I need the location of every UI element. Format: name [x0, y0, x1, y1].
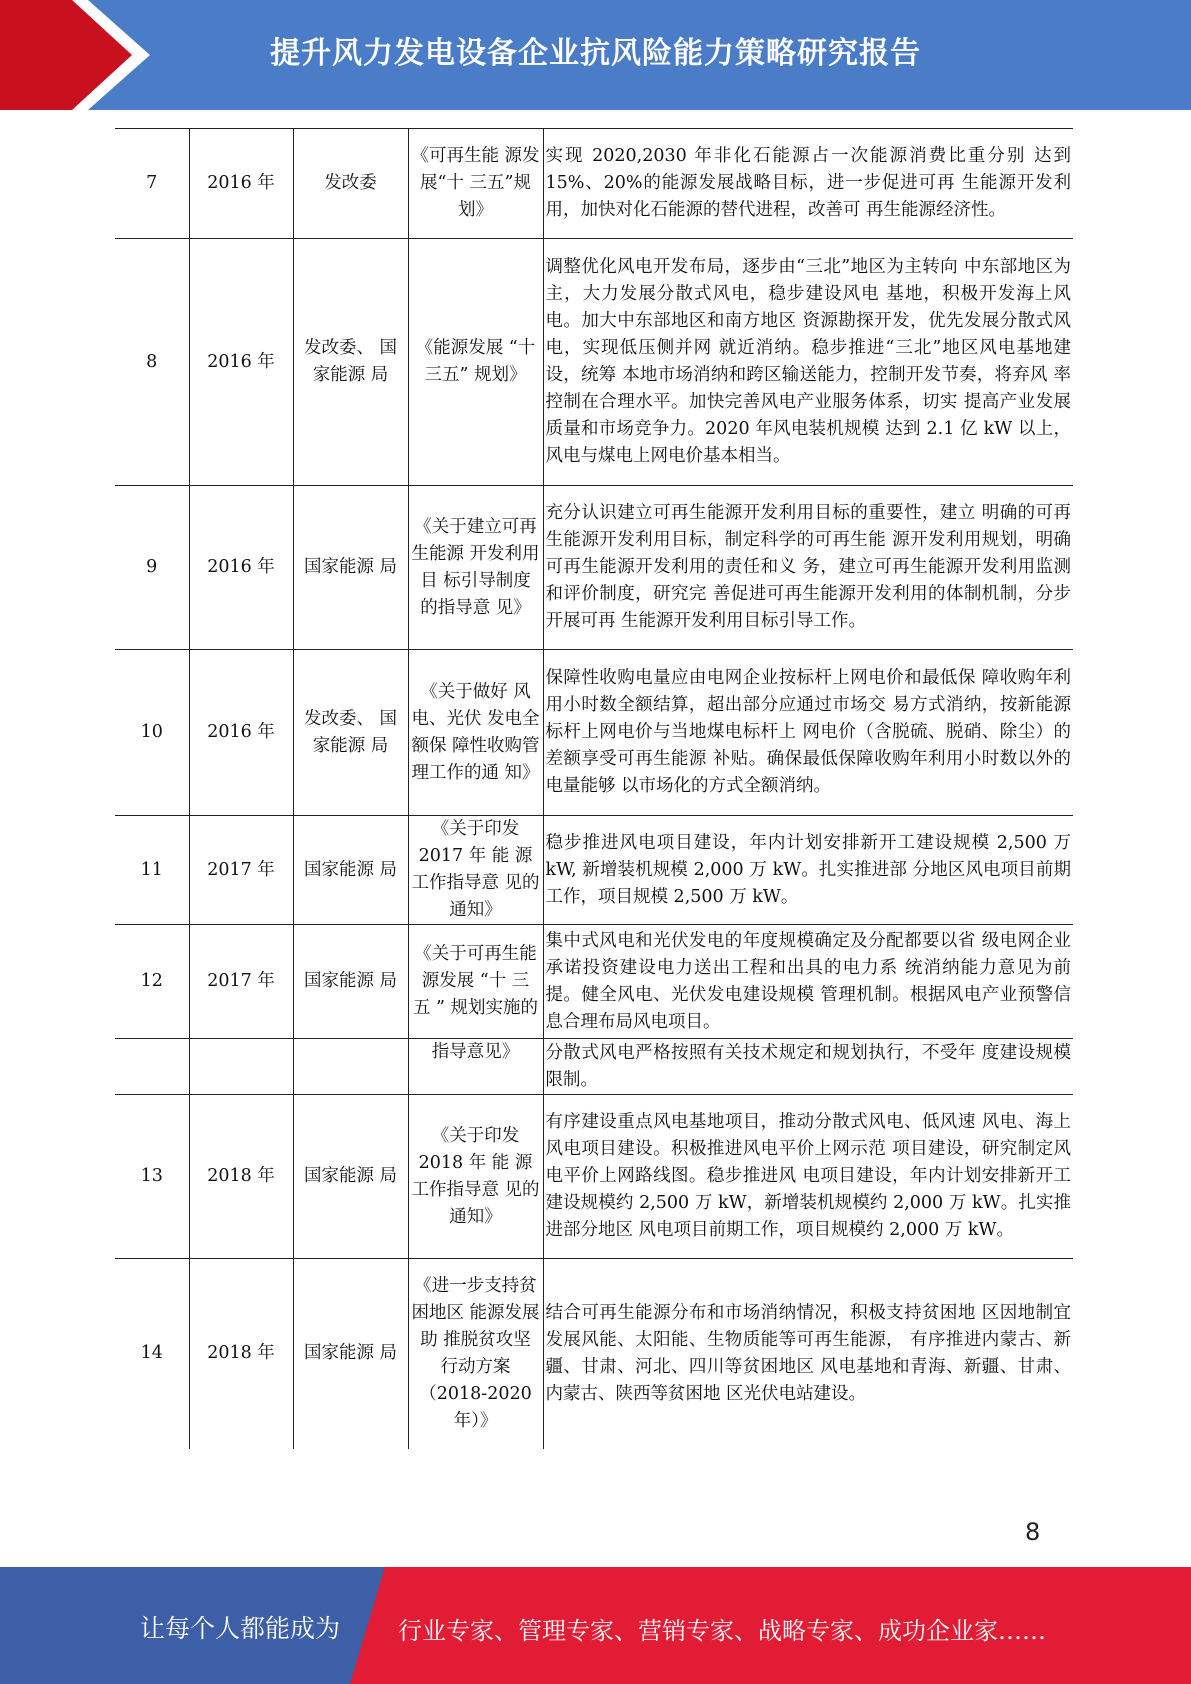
- row-department: 国家能源 局: [293, 486, 408, 650]
- row-content: 结合可再生能源分布和市场消纳情况，积极支持贫困地 区因地制宜发展风能、太阳能、生物质能等可再生能源， 有序推进内蒙古、新疆、甘肃、河北、四川等贫困地区 风电基地和青海、新疆、甘肃、内蒙古、陕西等贫困地 区光伏电站建设。: [543, 1259, 1073, 1449]
- row-year: [189, 1039, 293, 1095]
- row-number: 7: [115, 129, 189, 239]
- row-document: 《关于可再生能源发展 “十 三 五 ” 规划实施的: [408, 925, 543, 1039]
- row-year: 2016 年: [189, 486, 293, 650]
- row-department: 发改委: [293, 129, 408, 239]
- row-document: 《关于印发 2018 年 能 源 工作指导意 见的通知》: [408, 1095, 543, 1259]
- row-content: 实现 2020,2030 年非化石能源占一次能源消费比重分别 达到 15%、20%的能源发展战略目标，进一步促进可再 生能源开发利用，加快对化石能源的替代进程，改善可 再生能源经济性。: [543, 129, 1073, 239]
- row-number: 8: [115, 239, 189, 486]
- row-year: 2016 年: [189, 650, 293, 816]
- footer-slogan-right: 行业专家、管理专家、营销专家、战略专家、成功企业家……: [398, 1617, 1046, 1645]
- row-department: 国家能源 局: [293, 1095, 408, 1259]
- row-content: 调整优化风电开发布局，逐步由“三北”地区为主转向 中东部地区为主，大力发展分散式风电，稳步建设风电 基地，积极开发海上风电。加大中东部地区和南方地区 资源勘探开发，优先发展分散式风电，实现低压侧并网 就近消纳。稳步推进“三北”地区风电基地建设，统筹 本地市场消纳和跨区输送能力，控制开发节奏，将弃风 率控制在合理水平。加快完善风电产业服务体系，切实 提高产业发展质量和市场竞争力。2020 年风电装机规模 达到 2.1 亿 kW 以上，风电与煤电上网电价基本相当。: [543, 239, 1073, 486]
- table-row: [115, 129, 1073, 239]
- row-document: 《关于做好 风电、光伏 发电全额保 障性收购管 理工作的通 知》: [408, 650, 543, 816]
- row-department: 国家能源 局: [293, 816, 408, 925]
- row-content: 保障性收购电量应由电网企业按标杆上网电价和最低保 障收购年利用小时数全额结算，超出部分应通过市场交 易方式消纳，按新能源标杆上网电价与当地煤电标杆上 网电价（含脱硫、脱硝、除尘）的差额享受可再生能源 补贴。确保最低保障收购年利用小时数以外的电量能够 以市场化的方式全额消纳。: [543, 650, 1073, 816]
- row-document: 《关于印发 2017 年 能 源 工作指导意 见的通知》: [408, 816, 543, 925]
- row-year: 2016 年: [189, 239, 293, 486]
- table-row: [115, 816, 1073, 925]
- row-year: 2017 年: [189, 816, 293, 925]
- page-number: 8: [1025, 1518, 1041, 1546]
- row-number: 14: [115, 1259, 189, 1449]
- table-row: [115, 1039, 1073, 1095]
- row-content: 有序建设重点风电基地项目，推动分散式风电、低风速 风电、海上风电项目建设。积极推进风电平价上网示范 项目建设，研究制定风电平价上网路线图。稳步推进风 电项目建设，年内计划安排新开工建设规模约 2,500 万 kW，新增装机规模约 2,000 万 kW。扎实推进部分地区 风电项目前期工作，项目规模约 2,000 万 kW。: [543, 1095, 1073, 1259]
- row-department: 国家能源 局: [293, 1259, 408, 1449]
- page-header: [0, 0, 1191, 110]
- row-year: 2018 年: [189, 1095, 293, 1259]
- row-number: [115, 1039, 189, 1095]
- row-number: 12: [115, 925, 189, 1039]
- row-content: 充分认识建立可再生能源开发利用目标的重要性，建立 明确的可再生能源开发利用目标，制定科学的可再生能 源开发利用规划，明确可再生能源开发利用的责任和义 务，建立可再生能源开发利用监测和评价制度，研究完 善促进可再生能源开发利用的体制机制，分步开展可再 生能源开发利用目标引导工作。: [543, 486, 1073, 650]
- report-title: 提升风力发电设备企业抗风险能力策略研究报告: [270, 36, 921, 71]
- row-department: 发改委、 国家能源 局: [293, 650, 408, 816]
- row-content: 分散式风电严格按照有关技术规定和规划执行，不受年 度建设规模限制。: [543, 1039, 1073, 1095]
- table-row: [115, 1095, 1073, 1259]
- row-number: 10: [115, 650, 189, 816]
- row-department: [293, 1039, 408, 1095]
- row-year: 2016 年: [189, 129, 293, 239]
- row-content: 集中式风电和光伏发电的年度规模确定及分配都要以省 级电网企业承诺投资建设电力送出工程和出具的电力系 统消纳能力意见为前提。健全风电、光伏发电建设规模 管理机制。根据风电产业预警信息合理布局风电项目。: [543, 925, 1073, 1039]
- row-year: 2017 年: [189, 925, 293, 1039]
- table-row: [115, 1259, 1073, 1449]
- row-year: 2018 年: [189, 1259, 293, 1449]
- row-department: 国家能源 局: [293, 925, 408, 1039]
- row-content: 稳步推进风电项目建设，年内计划安排新开工建设规模 2,500 万 kW, 新增装机规模 2,000 万 kW。扎实推进部 分地区风电项目前期工作，项目规模 2,500 万 kW。: [543, 816, 1073, 925]
- row-number: 9: [115, 486, 189, 650]
- row-number: 13: [115, 1095, 189, 1259]
- row-document: 《关于建立可再生能源 开发利用目 标引导制度 的指导意 见》: [408, 486, 543, 650]
- row-document: 《能源发展 “十三五” 规划》: [408, 239, 543, 486]
- row-document: 指导意见》: [408, 1039, 543, 1095]
- table-row: [115, 650, 1073, 816]
- row-document: 《进一步支持贫困地区 能源发展助 推脱贫攻坚 行动方案（2018-2020 年）》: [408, 1259, 543, 1449]
- footer-slogan-left: 让每个人都能成为: [140, 1614, 341, 1643]
- table-row: [115, 925, 1073, 1039]
- row-department: 发改委、 国家能源 局: [293, 239, 408, 486]
- policy-table: [115, 128, 1073, 1449]
- page-footer: [0, 1567, 1191, 1684]
- table-row: [115, 239, 1073, 486]
- row-document: 《可再生能 源发展“十 三五”规 划》: [408, 129, 543, 239]
- table-row: [115, 486, 1073, 650]
- row-number: 11: [115, 816, 189, 925]
